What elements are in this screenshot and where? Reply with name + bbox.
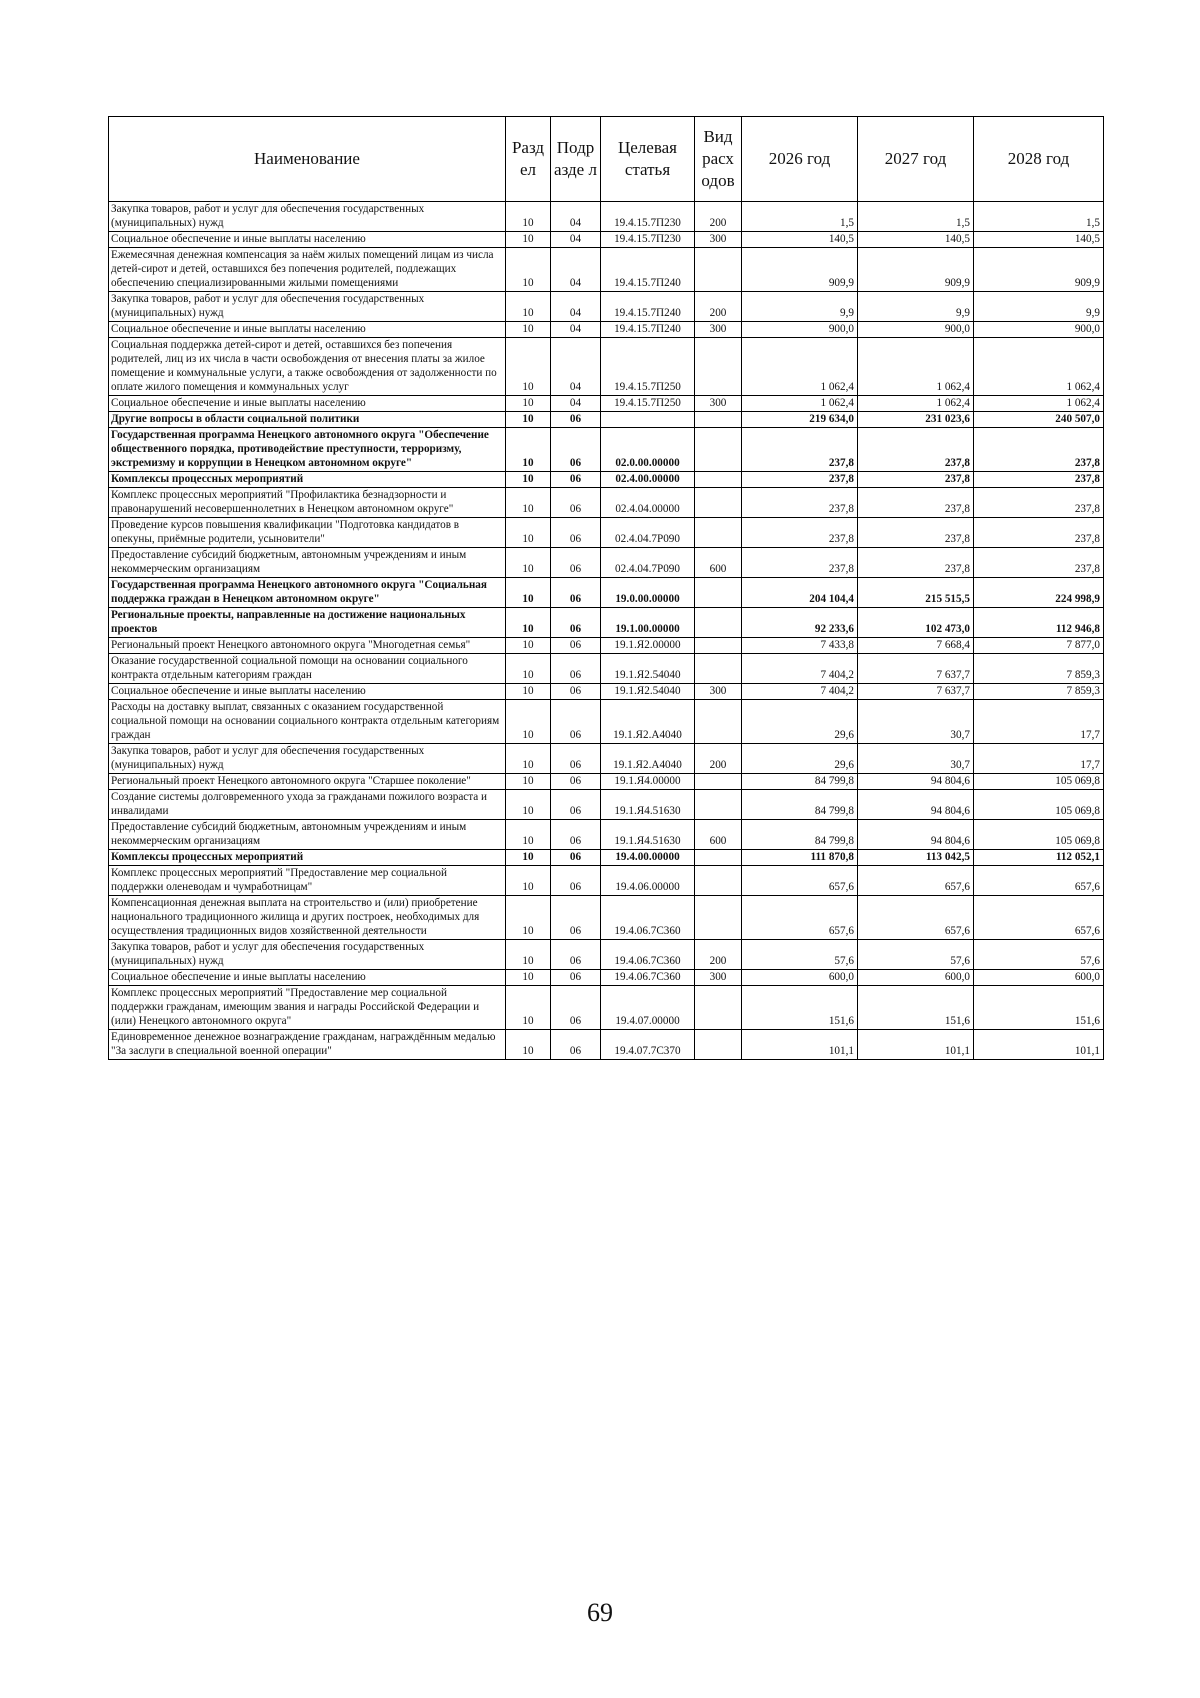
cell-2026: 7 404,2 xyxy=(742,684,858,700)
cell-subsection: 06 xyxy=(551,700,601,744)
cell-target: 02.4.00.00000 xyxy=(601,472,695,488)
cell-section: 10 xyxy=(506,970,551,986)
cell-2028: 909,9 xyxy=(974,248,1104,292)
cell-2026: 900,0 xyxy=(742,322,858,338)
cell-2027: 237,8 xyxy=(858,472,974,488)
cell-expense-type xyxy=(695,986,742,1030)
cell-target: 02.4.04.7Р090 xyxy=(601,518,695,548)
cell-2028: 7 877,0 xyxy=(974,638,1104,654)
cell-subsection: 06 xyxy=(551,1030,601,1060)
cell-name: Закупка товаров, работ и услуг для обеспечения государственных (муниципальных) нужд xyxy=(109,292,506,322)
cell-section: 10 xyxy=(506,654,551,684)
cell-name: Предоставление субсидий бюджетным, автономным учреждениям и иным некоммерческим организациям xyxy=(109,548,506,578)
cell-2026: 111 870,8 xyxy=(742,850,858,866)
cell-target xyxy=(601,412,695,428)
cell-2026: 204 104,4 xyxy=(742,578,858,608)
cell-target: 19.1.Я4.00000 xyxy=(601,774,695,790)
cell-2026: 151,6 xyxy=(742,986,858,1030)
cell-2028: 240 507,0 xyxy=(974,412,1104,428)
table-row xyxy=(109,412,1104,428)
cell-2028: 237,8 xyxy=(974,428,1104,472)
cell-target: 19.1.Я2.00000 xyxy=(601,638,695,654)
cell-name: Закупка товаров, работ и услуг для обеспечения государственных (муниципальных) нужд xyxy=(109,940,506,970)
cell-2026: 140,5 xyxy=(742,232,858,248)
cell-target: 19.4.06.7С360 xyxy=(601,940,695,970)
cell-subsection: 06 xyxy=(551,608,601,638)
table-row xyxy=(109,1030,1104,1060)
cell-2026: 1 062,4 xyxy=(742,338,858,396)
cell-2028: 112 946,8 xyxy=(974,608,1104,638)
cell-2026: 92 233,6 xyxy=(742,608,858,638)
cell-2027: 57,6 xyxy=(858,940,974,970)
table-row xyxy=(109,896,1104,940)
cell-target: 19.1.00.00000 xyxy=(601,608,695,638)
cell-2028: 237,8 xyxy=(974,548,1104,578)
cell-2028: 9,9 xyxy=(974,292,1104,322)
cell-name: Комплекс процессных мероприятий "Предоставление мер социальной поддержки гражданам, имеющим звания и награды Российской Федерации и (или) Ненецкого автономного округа" xyxy=(109,986,506,1030)
cell-2027: 7 637,7 xyxy=(858,654,974,684)
cell-2027: 237,8 xyxy=(858,518,974,548)
cell-subsection: 06 xyxy=(551,820,601,850)
cell-expense-type: 200 xyxy=(695,744,742,774)
cell-target: 19.4.15.7П240 xyxy=(601,322,695,338)
cell-subsection: 06 xyxy=(551,986,601,1030)
cell-2028: 105 069,8 xyxy=(974,820,1104,850)
cell-2027: 237,8 xyxy=(858,488,974,518)
cell-subsection: 04 xyxy=(551,202,601,232)
table-row xyxy=(109,700,1104,744)
cell-2026: 237,8 xyxy=(742,548,858,578)
cell-expense-type xyxy=(695,428,742,472)
cell-section: 10 xyxy=(506,986,551,1030)
cell-section: 10 xyxy=(506,202,551,232)
cell-name: Государственная программа Ненецкого автономного округа "Обеспечение общественного порядка, противодействие преступности, терроризму, экстремизму и коррупции в Ненецком автономном округе" xyxy=(109,428,506,472)
cell-expense-type xyxy=(695,654,742,684)
cell-2028: 17,7 xyxy=(974,700,1104,744)
cell-target: 02.0.00.00000 xyxy=(601,428,695,472)
cell-expense-type xyxy=(695,578,742,608)
table-row xyxy=(109,608,1104,638)
cell-expense-type xyxy=(695,700,742,744)
table-row xyxy=(109,850,1104,866)
cell-subsection: 06 xyxy=(551,548,601,578)
table-row xyxy=(109,322,1104,338)
cell-expense-type xyxy=(695,412,742,428)
cell-subsection: 06 xyxy=(551,940,601,970)
cell-target: 19.4.15.7П240 xyxy=(601,292,695,322)
cell-expense-type: 200 xyxy=(695,202,742,232)
header-expense-type: Вид расх одов xyxy=(695,117,742,202)
cell-2027: 900,0 xyxy=(858,322,974,338)
cell-2026: 84 799,8 xyxy=(742,820,858,850)
cell-2026: 657,6 xyxy=(742,896,858,940)
cell-2027: 102 473,0 xyxy=(858,608,974,638)
cell-subsection: 06 xyxy=(551,684,601,700)
cell-2026: 237,8 xyxy=(742,428,858,472)
cell-expense-type xyxy=(695,866,742,896)
header-2028: 2028 год xyxy=(974,117,1104,202)
cell-subsection: 06 xyxy=(551,970,601,986)
cell-name: Социальное обеспечение и иные выплаты населению xyxy=(109,232,506,248)
cell-name: Комплекс процессных мероприятий "Профилактика безнадзорности и правонарушений несовершеннолетних в Ненецком автономном округе" xyxy=(109,488,506,518)
cell-2027: 600,0 xyxy=(858,970,974,986)
cell-2026: 600,0 xyxy=(742,970,858,986)
cell-2028: 657,6 xyxy=(974,896,1104,940)
cell-expense-type xyxy=(695,638,742,654)
cell-2027: 30,7 xyxy=(858,700,974,744)
table-row xyxy=(109,654,1104,684)
cell-subsection: 06 xyxy=(551,412,601,428)
cell-name: Комплексы процессных мероприятий xyxy=(109,472,506,488)
cell-2028: 1 062,4 xyxy=(974,338,1104,396)
cell-section: 10 xyxy=(506,232,551,248)
table-row xyxy=(109,986,1104,1030)
cell-name: Проведение курсов повышения квалификации "Подготовка кандидатов в опекуны, приёмные родители, усыновители" xyxy=(109,518,506,548)
cell-expense-type: 300 xyxy=(695,684,742,700)
cell-subsection: 06 xyxy=(551,896,601,940)
cell-2028: 224 998,9 xyxy=(974,578,1104,608)
cell-target: 19.4.15.7П230 xyxy=(601,232,695,248)
cell-2026: 101,1 xyxy=(742,1030,858,1060)
cell-2026: 7 404,2 xyxy=(742,654,858,684)
cell-2028: 237,8 xyxy=(974,472,1104,488)
header-subsection: Подр азде л xyxy=(551,117,601,202)
cell-section: 10 xyxy=(506,850,551,866)
cell-subsection: 04 xyxy=(551,248,601,292)
cell-expense-type: 200 xyxy=(695,292,742,322)
cell-section: 10 xyxy=(506,338,551,396)
cell-expense-type xyxy=(695,248,742,292)
cell-name: Ежемесячная денежная компенсация за наём жилых помещений лицам из числа детей-сирот и детей, оставшихся без попечения родителей, подлежащих обеспечению специализированными жилыми помещениями xyxy=(109,248,506,292)
table-row xyxy=(109,488,1104,518)
cell-expense-type: 300 xyxy=(695,232,742,248)
table-row xyxy=(109,744,1104,774)
cell-name: Социальное обеспечение и иные выплаты населению xyxy=(109,322,506,338)
cell-section: 10 xyxy=(506,744,551,774)
cell-name: Региональный проект Ненецкого автономного округа "Старшее поколение" xyxy=(109,774,506,790)
cell-2026: 219 634,0 xyxy=(742,412,858,428)
cell-section: 10 xyxy=(506,774,551,790)
cell-section: 10 xyxy=(506,322,551,338)
cell-target: 19.1.Я2.54040 xyxy=(601,684,695,700)
cell-subsection: 04 xyxy=(551,396,601,412)
cell-target: 19.4.06.7С360 xyxy=(601,970,695,986)
cell-section: 10 xyxy=(506,684,551,700)
cell-2027: 1 062,4 xyxy=(858,396,974,412)
cell-target: 19.1.Я2.А4040 xyxy=(601,744,695,774)
cell-subsection: 06 xyxy=(551,488,601,518)
cell-2026: 9,9 xyxy=(742,292,858,322)
cell-subsection: 04 xyxy=(551,322,601,338)
cell-name: Расходы на доставку выплат, связанных с оказанием государственной социальной помощи на основании социального контракта отдельным категориям граждан xyxy=(109,700,506,744)
cell-name: Единовременное денежное вознаграждение гражданам, награждённым медалью "За заслуги в специальной военной операции" xyxy=(109,1030,506,1060)
cell-name: Региональные проекты, направленные на достижение национальных проектов xyxy=(109,608,506,638)
cell-2026: 29,6 xyxy=(742,744,858,774)
cell-2028: 17,7 xyxy=(974,744,1104,774)
table-row xyxy=(109,940,1104,970)
cell-2027: 113 042,5 xyxy=(858,850,974,866)
cell-target: 19.4.15.7П240 xyxy=(601,248,695,292)
table-row xyxy=(109,248,1104,292)
cell-target: 19.4.06.00000 xyxy=(601,866,695,896)
cell-2027: 9,9 xyxy=(858,292,974,322)
table-row xyxy=(109,548,1104,578)
cell-2028: 7 859,3 xyxy=(974,684,1104,700)
cell-section: 10 xyxy=(506,866,551,896)
table-row xyxy=(109,428,1104,472)
cell-subsection: 06 xyxy=(551,744,601,774)
cell-name: Создание системы долговременного ухода за гражданами пожилого возраста и инвалидами xyxy=(109,790,506,820)
cell-expense-type xyxy=(695,1030,742,1060)
cell-2027: 30,7 xyxy=(858,744,974,774)
cell-expense-type: 600 xyxy=(695,548,742,578)
cell-subsection: 06 xyxy=(551,866,601,896)
cell-name: Комплекс процессных мероприятий "Предоставление мер социальной поддержки оленеводам и чумработницам" xyxy=(109,866,506,896)
cell-expense-type xyxy=(695,488,742,518)
cell-target: 19.1.Я2.А4040 xyxy=(601,700,695,744)
cell-2027: 237,8 xyxy=(858,428,974,472)
cell-2027: 7 668,4 xyxy=(858,638,974,654)
cell-subsection: 06 xyxy=(551,790,601,820)
table-row xyxy=(109,970,1104,986)
cell-2028: 1,5 xyxy=(974,202,1104,232)
cell-section: 10 xyxy=(506,292,551,322)
cell-section: 10 xyxy=(506,790,551,820)
cell-name: Комплексы процессных мероприятий xyxy=(109,850,506,866)
cell-expense-type xyxy=(695,790,742,820)
cell-target: 02.4.04.00000 xyxy=(601,488,695,518)
cell-subsection: 06 xyxy=(551,654,601,684)
cell-section: 10 xyxy=(506,518,551,548)
table-row xyxy=(109,232,1104,248)
cell-target: 19.1.Я4.51630 xyxy=(601,820,695,850)
cell-target: 19.4.00.00000 xyxy=(601,850,695,866)
cell-2027: 101,1 xyxy=(858,1030,974,1060)
cell-expense-type xyxy=(695,774,742,790)
cell-section: 10 xyxy=(506,396,551,412)
cell-2027: 94 804,6 xyxy=(858,774,974,790)
cell-expense-type: 300 xyxy=(695,396,742,412)
cell-target: 19.0.00.00000 xyxy=(601,578,695,608)
cell-expense-type xyxy=(695,850,742,866)
cell-expense-type: 200 xyxy=(695,940,742,970)
cell-section: 10 xyxy=(506,1030,551,1060)
cell-2026: 1,5 xyxy=(742,202,858,232)
cell-2026: 1 062,4 xyxy=(742,396,858,412)
cell-name: Предоставление субсидий бюджетным, автономным учреждениям и иным некоммерческим организациям xyxy=(109,820,506,850)
cell-name: Оказание государственной социальной помощи на основании социального контракта отдельным категориям граждан xyxy=(109,654,506,684)
cell-name: Государственная программа Ненецкого автономного округа "Социальная поддержка граждан в Ненецком автономном округе" xyxy=(109,578,506,608)
cell-2028: 57,6 xyxy=(974,940,1104,970)
cell-subsection: 06 xyxy=(551,472,601,488)
cell-section: 10 xyxy=(506,896,551,940)
cell-2027: 237,8 xyxy=(858,548,974,578)
table-row xyxy=(109,790,1104,820)
cell-2028: 657,6 xyxy=(974,866,1104,896)
cell-2028: 237,8 xyxy=(974,488,1104,518)
cell-2026: 84 799,8 xyxy=(742,790,858,820)
cell-section: 10 xyxy=(506,638,551,654)
cell-2028: 900,0 xyxy=(974,322,1104,338)
cell-2026: 29,6 xyxy=(742,700,858,744)
cell-2026: 237,8 xyxy=(742,472,858,488)
cell-subsection: 04 xyxy=(551,232,601,248)
cell-expense-type xyxy=(695,896,742,940)
cell-section: 10 xyxy=(506,428,551,472)
table-row xyxy=(109,338,1104,396)
cell-2028: 237,8 xyxy=(974,518,1104,548)
cell-2028: 140,5 xyxy=(974,232,1104,248)
cell-subsection: 06 xyxy=(551,578,601,608)
cell-name: Региональный проект Ненецкого автономного округа "Многодетная семья" xyxy=(109,638,506,654)
cell-2027: 140,5 xyxy=(858,232,974,248)
cell-2028: 1 062,4 xyxy=(974,396,1104,412)
table-row xyxy=(109,202,1104,232)
cell-2028: 600,0 xyxy=(974,970,1104,986)
cell-section: 10 xyxy=(506,578,551,608)
cell-name: Социальное обеспечение и иные выплаты населению xyxy=(109,396,506,412)
cell-name: Другие вопросы в области социальной политики xyxy=(109,412,506,428)
cell-section: 10 xyxy=(506,940,551,970)
cell-section: 10 xyxy=(506,488,551,518)
cell-subsection: 04 xyxy=(551,292,601,322)
page-number: 69 xyxy=(587,1598,613,1627)
cell-subsection: 06 xyxy=(551,774,601,790)
cell-2026: 657,6 xyxy=(742,866,858,896)
cell-2028: 7 859,3 xyxy=(974,654,1104,684)
cell-subsection: 06 xyxy=(551,850,601,866)
cell-expense-type xyxy=(695,338,742,396)
cell-target: 19.1.Я2.54040 xyxy=(601,654,695,684)
cell-subsection: 06 xyxy=(551,638,601,654)
cell-target: 19.4.15.7П250 xyxy=(601,396,695,412)
table-row xyxy=(109,396,1104,412)
cell-target: 19.4.15.7П250 xyxy=(601,338,695,396)
cell-section: 10 xyxy=(506,820,551,850)
table-row xyxy=(109,684,1104,700)
cell-name: Компенсационная денежная выплата на строительство и (или) приобретение национального традиционного жилища и других построек, необходимых для осуществления традиционных видов хозяйственной деятельности xyxy=(109,896,506,940)
cell-2027: 1,5 xyxy=(858,202,974,232)
cell-target: 19.4.06.7С360 xyxy=(601,896,695,940)
cell-subsection: 06 xyxy=(551,518,601,548)
cell-name: Социальная поддержка детей-сирот и детей, оставшихся без попечения родителей, лиц из их числа в части освобождения от внесения платы за жилое помещение и коммунальные услуги, а также освобождения от задолженности по оплате жилого помещения и коммунальных услуг xyxy=(109,338,506,396)
cell-2028: 151,6 xyxy=(974,986,1104,1030)
cell-2027: 657,6 xyxy=(858,866,974,896)
header-row xyxy=(109,117,1104,202)
cell-2028: 105 069,8 xyxy=(974,790,1104,820)
cell-target: 19.4.07.00000 xyxy=(601,986,695,1030)
cell-name: Социальное обеспечение и иные выплаты населению xyxy=(109,970,506,986)
budget-table xyxy=(108,116,1104,1060)
cell-2027: 909,9 xyxy=(858,248,974,292)
cell-section: 10 xyxy=(506,472,551,488)
cell-section: 10 xyxy=(506,608,551,638)
cell-2026: 237,8 xyxy=(742,488,858,518)
header-2026: 2026 год xyxy=(742,117,858,202)
header-target: Целевая статья xyxy=(601,117,695,202)
cell-2028: 112 052,1 xyxy=(974,850,1104,866)
cell-2027: 151,6 xyxy=(858,986,974,1030)
cell-2028: 101,1 xyxy=(974,1030,1104,1060)
cell-target: 02.4.04.7Р090 xyxy=(601,548,695,578)
cell-expense-type: 300 xyxy=(695,322,742,338)
header-section: Разд ел xyxy=(506,117,551,202)
cell-target: 19.4.15.7П230 xyxy=(601,202,695,232)
cell-2027: 215 515,5 xyxy=(858,578,974,608)
header-name: Наименование xyxy=(109,117,506,202)
cell-expense-type xyxy=(695,518,742,548)
cell-2027: 7 637,7 xyxy=(858,684,974,700)
cell-2027: 94 804,6 xyxy=(858,790,974,820)
cell-2026: 57,6 xyxy=(742,940,858,970)
cell-expense-type: 300 xyxy=(695,970,742,986)
cell-2026: 909,9 xyxy=(742,248,858,292)
cell-2026: 237,8 xyxy=(742,518,858,548)
table-row xyxy=(109,638,1104,654)
cell-target: 19.1.Я4.51630 xyxy=(601,790,695,820)
cell-name: Закупка товаров, работ и услуг для обеспечения государственных (муниципальных) нужд xyxy=(109,202,506,232)
table-row xyxy=(109,472,1104,488)
cell-2026: 7 433,8 xyxy=(742,638,858,654)
cell-2027: 94 804,6 xyxy=(858,820,974,850)
cell-2028: 105 069,8 xyxy=(974,774,1104,790)
cell-section: 10 xyxy=(506,548,551,578)
cell-expense-type xyxy=(695,472,742,488)
cell-subsection: 04 xyxy=(551,338,601,396)
cell-section: 10 xyxy=(506,412,551,428)
header-2027: 2027 год xyxy=(858,117,974,202)
cell-name: Закупка товаров, работ и услуг для обеспечения государственных (муниципальных) нужд xyxy=(109,744,506,774)
cell-expense-type xyxy=(695,608,742,638)
cell-2026: 84 799,8 xyxy=(742,774,858,790)
cell-name: Социальное обеспечение и иные выплаты населению xyxy=(109,684,506,700)
cell-subsection: 06 xyxy=(551,428,601,472)
cell-section: 10 xyxy=(506,700,551,744)
cell-2027: 231 023,6 xyxy=(858,412,974,428)
table-row xyxy=(109,866,1104,896)
cell-2027: 657,6 xyxy=(858,896,974,940)
table-row xyxy=(109,292,1104,322)
cell-2027: 1 062,4 xyxy=(858,338,974,396)
cell-section: 10 xyxy=(506,248,551,292)
table-row xyxy=(109,774,1104,790)
table-row xyxy=(109,820,1104,850)
cell-target: 19.4.07.7С370 xyxy=(601,1030,695,1060)
table-row xyxy=(109,518,1104,548)
table-row xyxy=(109,578,1104,608)
cell-expense-type: 600 xyxy=(695,820,742,850)
